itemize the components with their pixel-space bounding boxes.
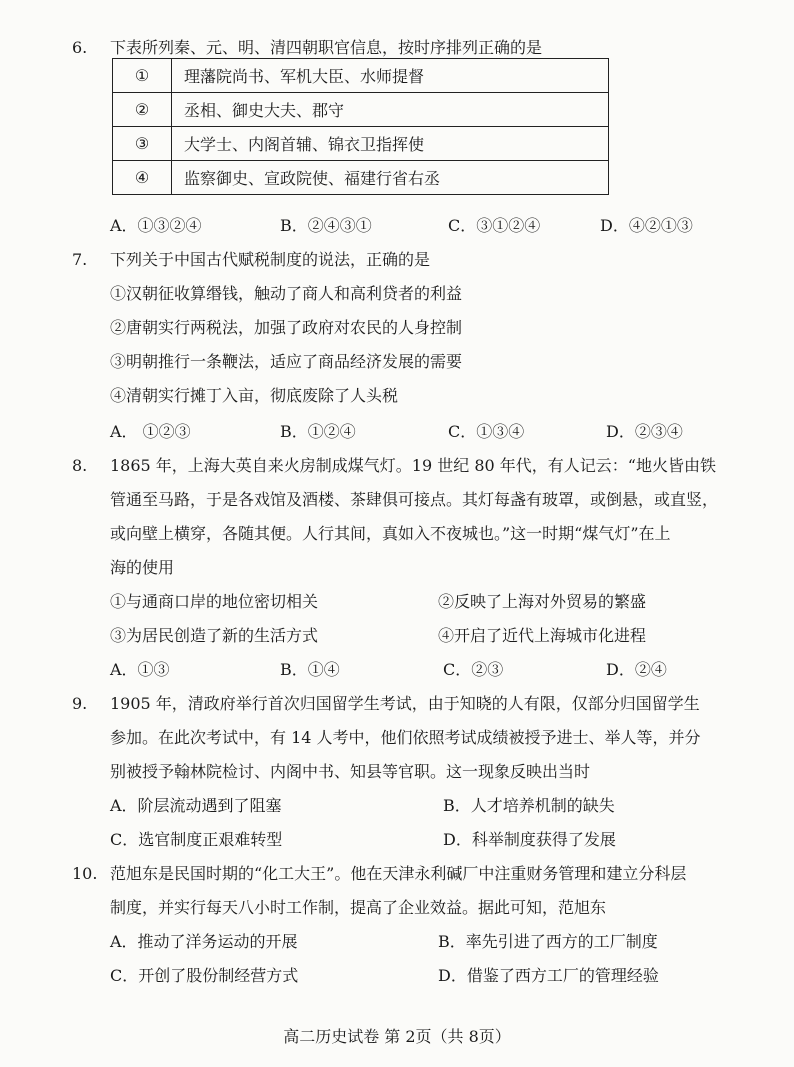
q7-number: 7. xyxy=(72,250,88,269)
row-number: ③ xyxy=(113,127,172,161)
table-row xyxy=(113,127,609,161)
q8-choice-c[interactable]: C．②③ xyxy=(443,660,504,679)
q9-number: 9. xyxy=(72,694,88,713)
q8-item: ②反映了上海对外贸易的繁盛 xyxy=(438,592,647,611)
row-number: ④ xyxy=(113,161,172,195)
q7-choice-a[interactable]: A． ①②③ xyxy=(110,422,191,441)
q9-line: 别被授予翰林院检讨、内阁中书、知县等官职。这一现象反映出当时 xyxy=(110,762,591,781)
q8-line: 管通至马路，于是各戏馆及酒楼、茶肆俱可接点。其灯每盏有玻罩，或倒悬，或直竖， xyxy=(110,490,719,509)
q10-choice-c[interactable]: C．开创了股份制经营方式 xyxy=(110,966,299,985)
q10-line: 制度，并实行每天八小时工作制，提高了企业效益。据此可知，范旭东 xyxy=(110,898,607,917)
q6-number: 6. xyxy=(72,38,88,57)
q9-line: 参加。在此次考试中，有 14 人考中，他们依照考试成绩被授予进士、举人等，并分 xyxy=(110,728,701,747)
q7-choice-b[interactable]: B．①②④ xyxy=(280,422,356,441)
row-text: 丞相、御史大夫、郡守 xyxy=(172,93,609,127)
q6-choice-b[interactable]: B．②④③① xyxy=(280,216,372,235)
q6-stem: 下表所列秦、元、明、清四朝职官信息，按时序排列正确的是 xyxy=(110,38,543,57)
q7-stem: 下列关于中国古代赋税制度的说法，正确的是 xyxy=(110,250,431,269)
q9-line: 1905 年，清政府举行首次归国留学生考试，由于知晓的人有限，仅部分归国留学生 xyxy=(110,694,700,713)
q8-line: 1865 年，上海大英自来火房制成煤气灯。19 世纪 80 年代，有人记云：“地火皆由铁 xyxy=(110,456,716,475)
q7-item: ③明朝推行一条鞭法，适应了商品经济发展的需要 xyxy=(110,352,463,371)
q10-line: 范旭东是民国时期的“化工大王”。他在天津永利碱厂中注重财务管理和建立分科层 xyxy=(110,864,687,883)
q8-choice-a[interactable]: A．①③ xyxy=(110,660,170,679)
q8-item: ①与通商口岸的地位密切相关 xyxy=(110,592,319,611)
q10-choice-b[interactable]: B．率先引进了西方的工厂制度 xyxy=(438,932,658,951)
q9-choice-a[interactable]: A．阶层流动遇到了阻塞 xyxy=(110,796,282,815)
q6-choice-d[interactable]: D．④②①③ xyxy=(600,216,693,235)
row-text: 监察御史、宣政院使、福建行省右丞 xyxy=(172,161,609,195)
q7-choice-c[interactable]: C．①③④ xyxy=(448,422,525,441)
row-text: 大学士、内阁首辅、锦衣卫指挥使 xyxy=(172,127,609,161)
q9-choice-d[interactable]: D．科举制度获得了发展 xyxy=(443,830,616,849)
q8-item: ③为居民创造了新的生活方式 xyxy=(110,626,319,645)
q7-item: ①汉朝征收算缗钱，触动了商人和高利贷者的利益 xyxy=(110,284,463,303)
q8-line: 海的使用 xyxy=(110,558,175,577)
q7-choice-d[interactable]: D．②③④ xyxy=(606,422,683,441)
table-row xyxy=(113,93,609,127)
q6-table xyxy=(112,58,609,195)
row-text: 理藩院尚书、军机大臣、水师提督 xyxy=(172,59,609,93)
q6-choice-c[interactable]: C．③①②④ xyxy=(448,216,541,235)
q9-choice-c[interactable]: C．选官制度正艰难转型 xyxy=(110,830,283,849)
table-row xyxy=(113,59,609,93)
row-number: ① xyxy=(113,59,172,93)
q8-choice-b[interactable]: B．①④ xyxy=(280,660,340,679)
q7-item: ②唐朝实行两税法，加强了政府对农民的人身控制 xyxy=(110,318,463,337)
q8-line: 或向壁上横穿，各随其便。人行其间，真如入不夜城也。”这一时期“煤气灯”在上 xyxy=(110,524,671,543)
page-footer: 高二历史试卷 第 2页（共 8页） xyxy=(283,1027,511,1046)
q10-choice-d[interactable]: D．借鉴了西方工厂的管理经验 xyxy=(438,966,659,985)
q10-number: 10. xyxy=(72,864,98,883)
q8-item: ④开启了近代上海城市化进程 xyxy=(438,626,647,645)
q7-item: ④清朝实行摊丁入亩，彻底废除了人头税 xyxy=(110,386,399,405)
q8-choice-d[interactable]: D．②④ xyxy=(606,660,667,679)
q9-choice-b[interactable]: B．人才培养机制的缺失 xyxy=(443,796,615,815)
q6-choice-a[interactable]: A．①③②④ xyxy=(110,216,202,235)
q10-choice-a[interactable]: A．推动了洋务运动的开展 xyxy=(110,932,298,951)
row-number: ② xyxy=(113,93,172,127)
table-row xyxy=(113,161,609,195)
q8-number: 8. xyxy=(72,456,88,475)
